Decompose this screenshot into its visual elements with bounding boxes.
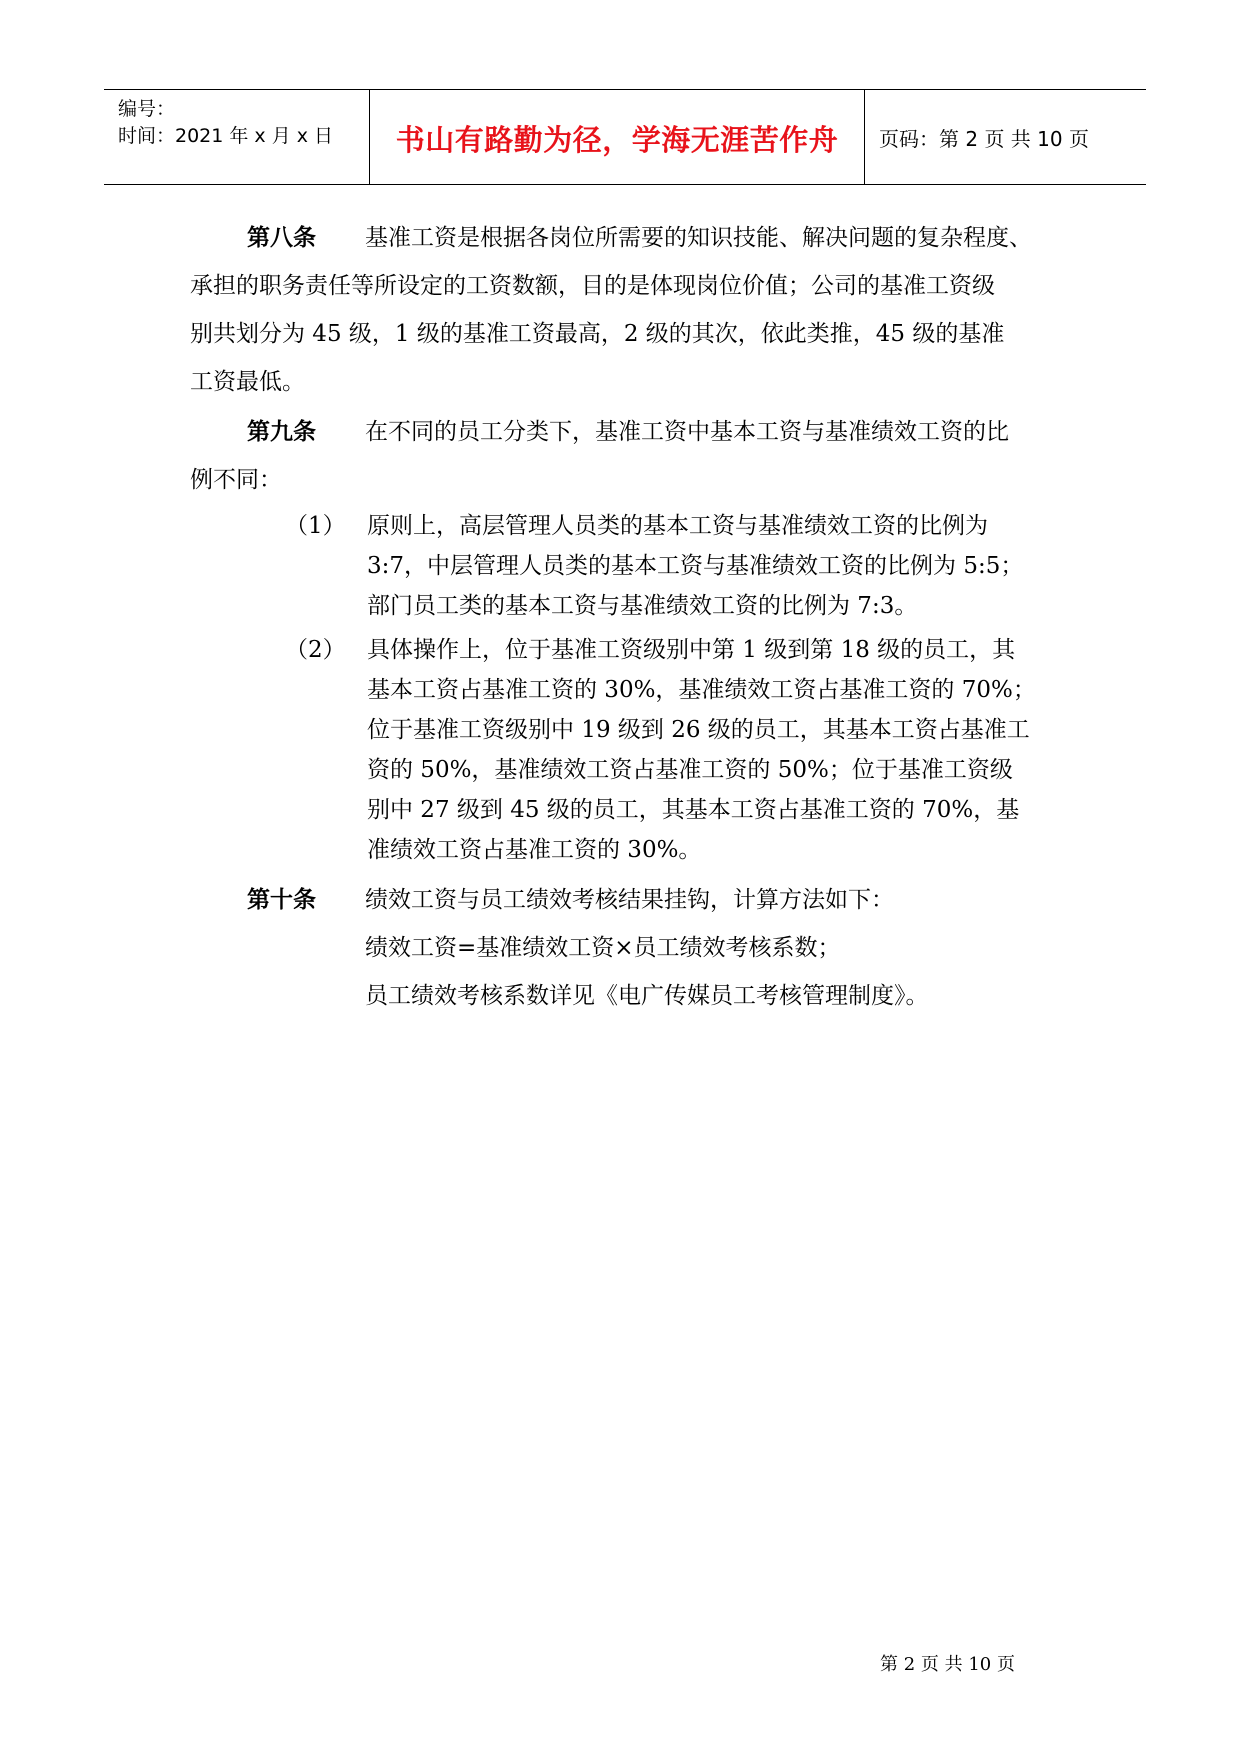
header-page-cell — [865, 90, 1146, 184]
list-item-line: 原则上，高层管理人员类的基本工资与基准绩效工资的比例为 — [367, 513, 988, 539]
article-9-line: 在不同的员工分类下，基准工资中基本工资与基准绩效工资的比 — [365, 419, 1009, 445]
list-item-number: （1） — [285, 513, 346, 539]
list-item-line: 资的 50%，基准绩效工资占基准工资的 50%；位于基准工资级 — [367, 757, 1013, 783]
article-9-label: 第九条 — [247, 419, 316, 445]
article-8-line: 别共划分为 45 级，1 级的基准工资最高，2 级的其次，依此类推，45 级的基准 — [190, 321, 1005, 347]
header-page-info: 页码：第 2 页 共 10 页 — [879, 127, 1089, 151]
article-8-line: 工资最低。 — [190, 369, 305, 395]
list-item-line: 基本工资占基准工资的 30%，基准绩效工资占基准工资的 70%； — [367, 677, 1036, 703]
article-10-line: 绩效工资=基准绩效工资×员工绩效考核系数； — [365, 935, 841, 961]
article-8-label: 第八条 — [247, 225, 316, 251]
article-10-line: 绩效工资与员工绩效考核结果挂钩，计算方法如下： — [365, 887, 894, 913]
article-8-line: 基准工资是根据各岗位所需要的知识技能、解决问题的复杂程度、 — [365, 225, 1032, 251]
header-motto-cell — [370, 90, 865, 184]
header-motto: 书山有路勤为径，学海无涯苦作舟 — [395, 123, 839, 157]
list-item-line: 具体操作上，位于基准工资级别中第 1 级到第 18 级的员工，其 — [367, 637, 1016, 663]
page-header — [104, 89, 1146, 185]
list-item-line: 别中 27 级到 45 级的员工，其基本工资占基准工资的 70%，基 — [367, 797, 1020, 823]
footer-page-number: 第 2 页 共 10 页 — [880, 1654, 1015, 1675]
article-10-label: 第十条 — [247, 887, 316, 913]
article-8-line: 承担的职务责任等所设定的工资数额，目的是体现岗位价值；公司的基准工资级 — [190, 273, 995, 299]
list-item-line: 3:7，中层管理人员类的基本工资与基准绩效工资的比例为 5:5； — [367, 553, 1024, 579]
list-item-line: 位于基准工资级别中 19 级到 26 级的员工，其基本工资占基准工 — [367, 717, 1030, 743]
header-meta-cell — [104, 90, 370, 184]
document-date-label: 时间：2021 年 x 月 x 日 — [118, 125, 334, 147]
article-10-line: 员工绩效考核系数详见《电广传媒员工考核管理制度》。 — [365, 983, 929, 1009]
list-item-line: 准绩效工资占基准工资的 30%。 — [367, 837, 702, 863]
document-number-label: 编号： — [118, 98, 176, 120]
article-9-line: 例不同： — [190, 467, 282, 493]
list-item-number: （2） — [285, 637, 346, 663]
list-item-line: 部门员工类的基本工资与基准绩效工资的比例为 7:3。 — [367, 593, 918, 619]
